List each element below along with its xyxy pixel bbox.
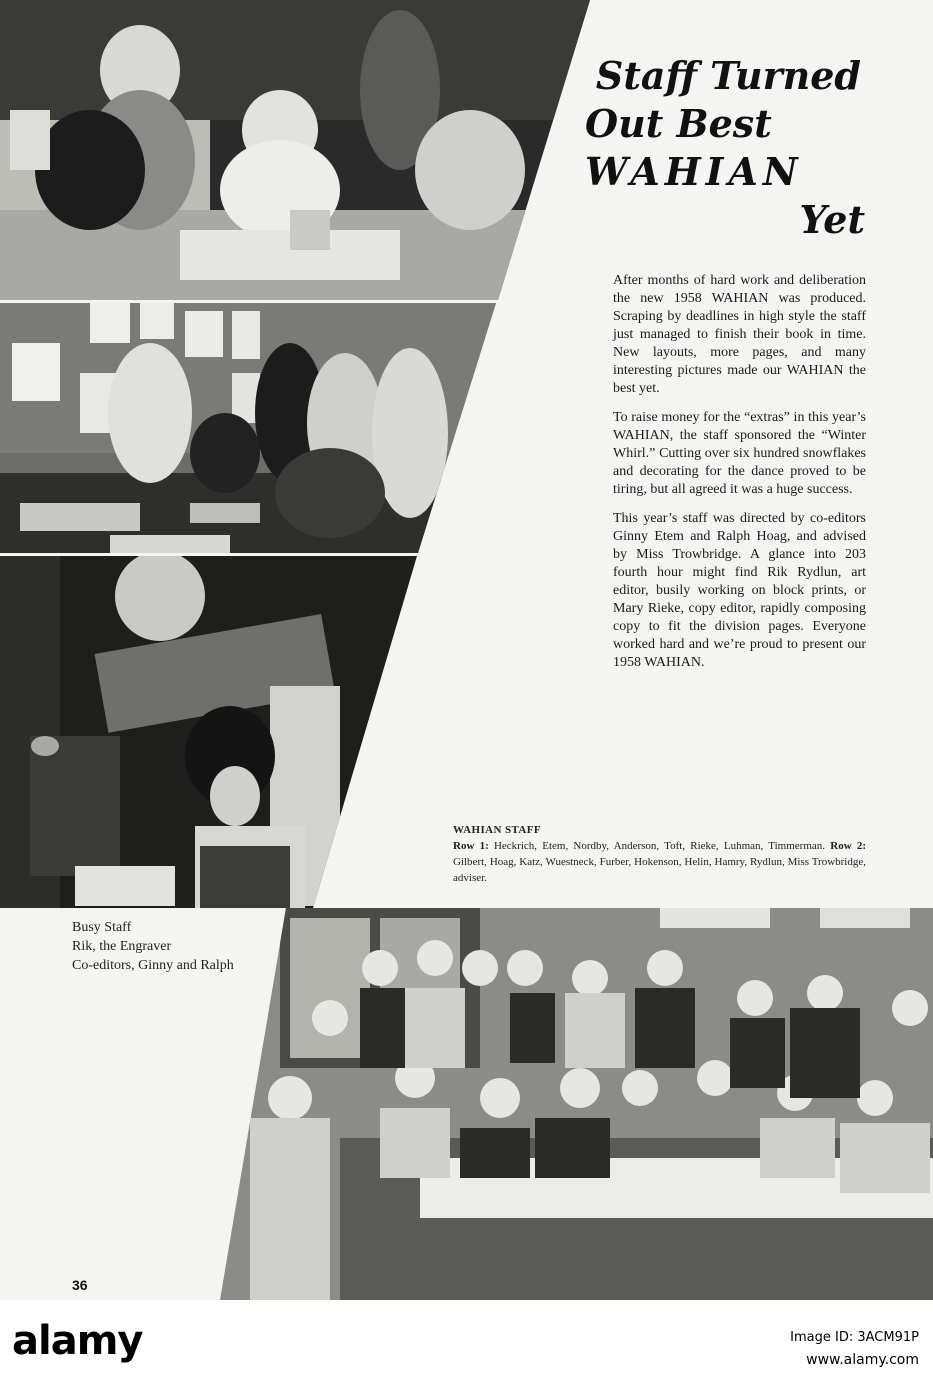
paragraph-1: After months of hard work and deliberation the new 1958 WAHIAN was produced. Scraping by deadlines in high style the staff just managed to finish their book in time. New layouts, more pages, and many interesting pictures made our WAHIAN the best yet. (613, 273, 866, 396)
row-2-label: Row 2: (830, 840, 867, 852)
photo-wahian-staff-group (220, 908, 933, 1300)
staff-caption-title: WAHIAN STAFF (453, 824, 542, 836)
page-number: 36 (72, 1277, 88, 1293)
paragraph-2: To raise money for the “extras” in this year’s WAHIAN, the staff sponsored the “Winter Whirl.” Cutting over six hundred snowflakes and decorating for the dance proved to be tiring, but all agreed it was a huge success. (613, 410, 866, 497)
caption-co-editors: Co-editors, Ginny and Ralph (72, 958, 234, 973)
paragraph-3: This year’s staff was directed by co-editors Ginny Etem and Ralph Hoag, and advised by Miss Trowbridge. A glance into 203 fourth hour might find Rik Rydlun, art editor, busily working on block prints, or Mary Rieke, copy editor, rapidly composing copy to fit the division pages. Everyone worked hard and we’re proud to present our 1958 WAHIAN. (613, 511, 866, 670)
row-2-names: Gilbert, Hoag, Katz, Wuestneck, Furber, Hokenson, Helin, Hamry, Rydlun, Miss Trowbridge, adviser. (453, 856, 866, 884)
watermark-url: www.alamy.com (806, 1352, 919, 1368)
photo-co-editors (0, 556, 420, 908)
headline-line-3: WAHIAN (585, 149, 803, 194)
alamy-logo: alamy (12, 1318, 143, 1364)
headline-line-2: Out Best (585, 101, 772, 146)
headline (565, 52, 865, 244)
headline-line-4: Yet (799, 197, 865, 242)
row-1-label: Row 1: (453, 840, 489, 852)
photo-busy-staff (0, 0, 600, 300)
photo-rik-engraver (0, 303, 500, 553)
row-1-names: Heckrich, Etem, Nordby, Anderson, Toft, Rieke, Luhman, Timmerman. (493, 840, 826, 852)
caption-rik-engraver: Rik, the Engraver (72, 939, 172, 954)
photo-captions (72, 918, 246, 975)
staff-caption (453, 822, 866, 886)
headline-line-1: Staff Turned (595, 53, 861, 98)
image-id: Image ID: 3ACM91P (790, 1330, 919, 1345)
article-body (613, 272, 866, 683)
staff-caption-rows (453, 838, 866, 886)
caption-busy-staff: Busy Staff (72, 920, 132, 935)
